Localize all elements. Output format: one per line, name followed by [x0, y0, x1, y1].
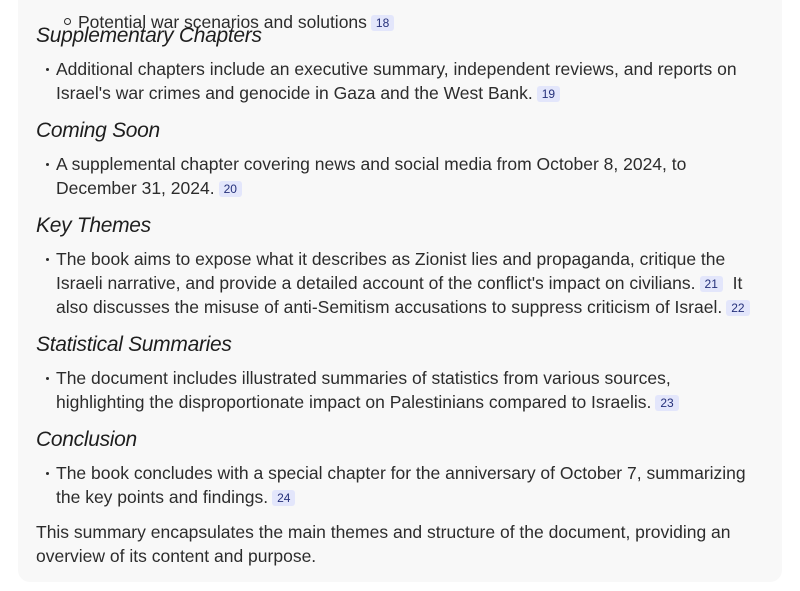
- bullet-item: [36, 152, 764, 200]
- bullet-text: The book concludes with a special chapter for the anniversary of October 7, summarizing the key points and findings.: [56, 463, 746, 507]
- bullet-item: [36, 461, 764, 509]
- section-coming-soon: [36, 118, 764, 200]
- citation-badge[interactable]: 20: [219, 181, 242, 197]
- section-heading: Supplementary Chapters: [36, 24, 262, 47]
- section-key-themes: [36, 213, 764, 319]
- section-conclusion: [36, 427, 764, 509]
- bullet-item: [36, 366, 764, 414]
- citation-badge[interactable]: 22: [726, 300, 749, 316]
- section-heading: Conclusion: [36, 428, 137, 451]
- bullet-item: [36, 247, 764, 319]
- section-heading: Coming Soon: [36, 119, 160, 142]
- bullet-dot-icon: [46, 377, 49, 380]
- bullet-dot-icon: [46, 472, 49, 475]
- section-heading: Key Themes: [36, 214, 151, 237]
- bullet-text: A supplemental chapter covering news and social media from October 8, 2024, to December 31, 2024.: [56, 154, 687, 198]
- response-card: [18, 0, 782, 582]
- citation-badge[interactable]: 21: [700, 276, 723, 292]
- bullet-dot-icon: [46, 163, 49, 166]
- citation-badge[interactable]: 18: [371, 15, 394, 31]
- bullet-text: The document includes illustrated summaries of statistics from various sources, highlighting the disproportionate impact on Palestinians compared to Israelis.: [56, 368, 671, 412]
- citation-badge[interactable]: 19: [537, 86, 560, 102]
- bullet-text-continued: It also discusses the misuse of anti-Semitism accusations to suppress criticism of Israel.: [56, 273, 743, 317]
- bullet-text: Additional chapters include an executive summary, independent reviews, and reports on Israel's war crimes and genocide in Gaza and the West Bank.: [56, 59, 737, 103]
- bullet-item: [36, 57, 764, 105]
- citation-badge[interactable]: 23: [655, 395, 678, 411]
- section-statistical-summaries: [36, 332, 764, 414]
- section-heading: Statistical Summaries: [36, 333, 232, 356]
- bullet-dot-icon: [46, 68, 49, 71]
- closing-summary: This summary encapsulates the main themes and structure of the document, providing an overview of its content and purpose.: [36, 522, 731, 566]
- bullet-text: The book aims to expose what it describes as Zionist lies and propaganda, critique the Israeli narrative, and provide a detailed account of the conflict's impact on civilians.: [56, 249, 726, 293]
- citation-badge[interactable]: 24: [272, 490, 295, 506]
- sub-item-text: Potential war scenarios and solutions: [78, 12, 367, 32]
- section-supplementary-chapters: [36, 23, 764, 105]
- bullet-dot-icon: [46, 258, 49, 261]
